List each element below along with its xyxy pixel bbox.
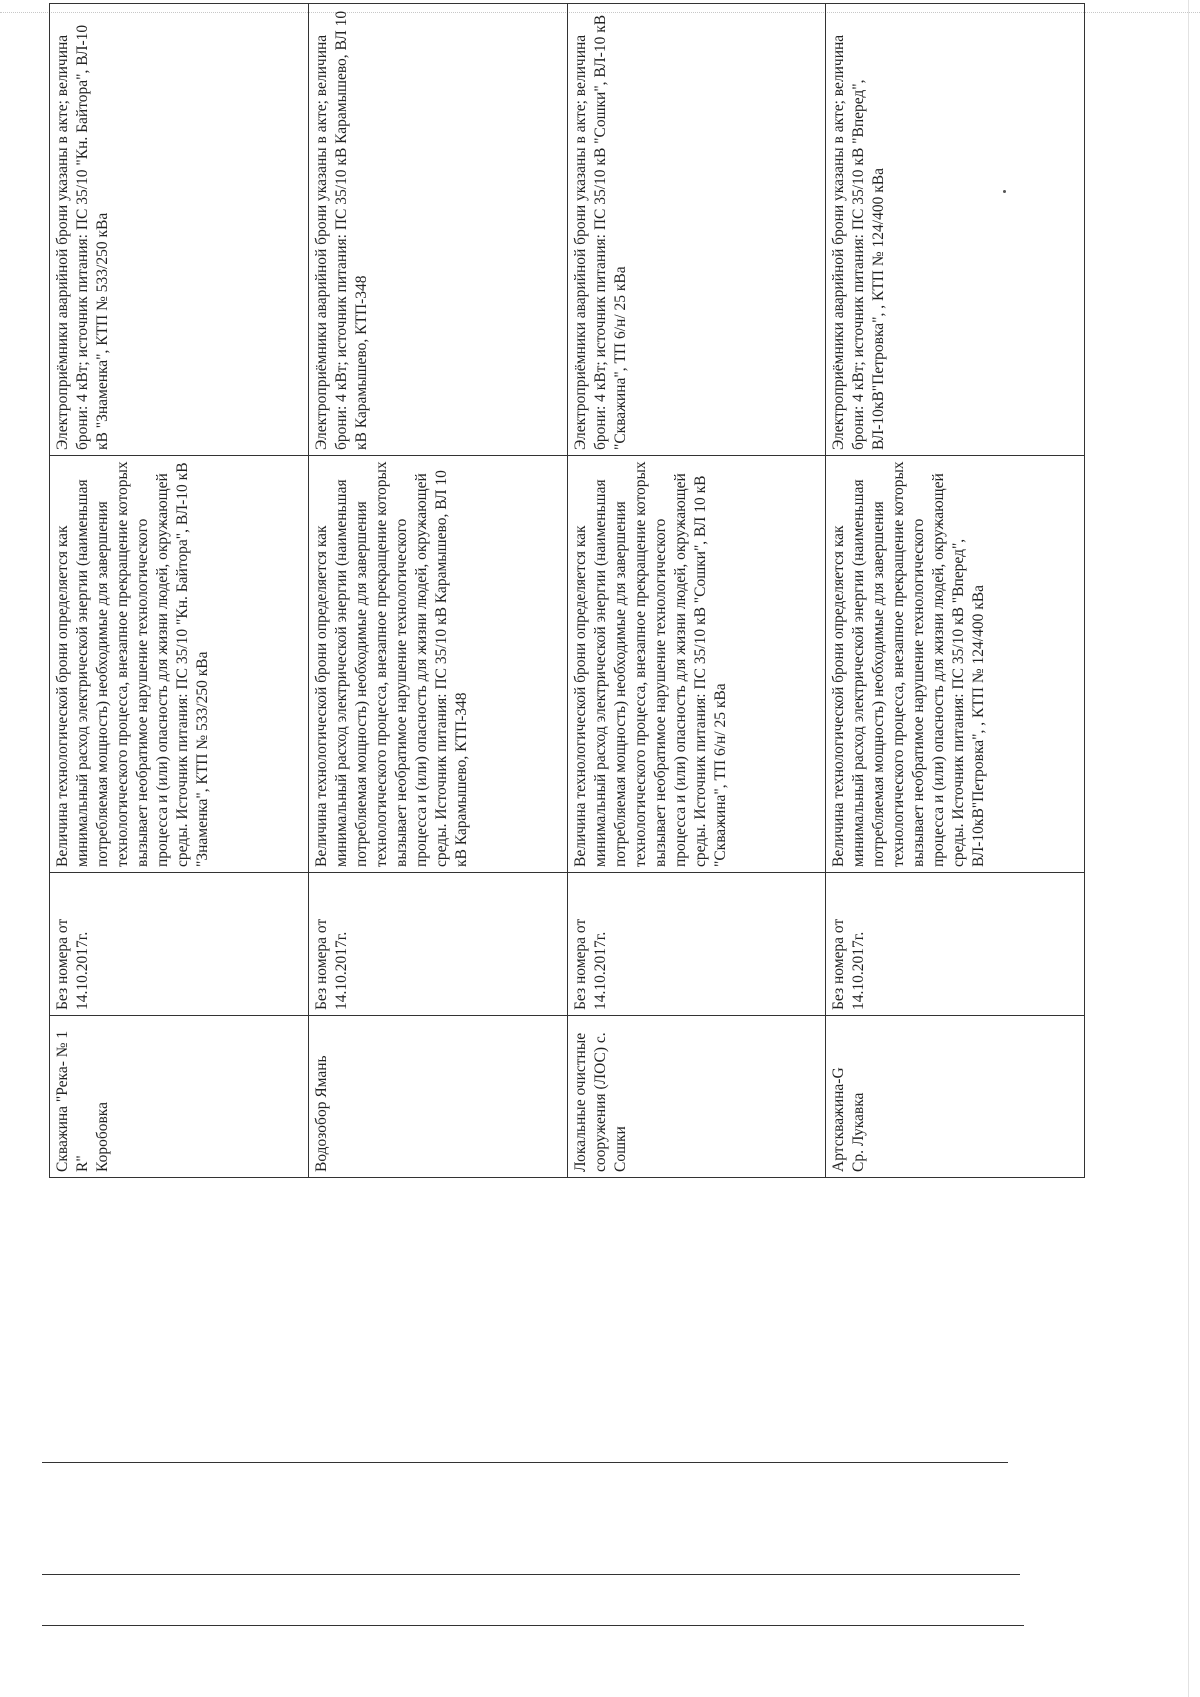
object-name-cell: Артскважина-G Ср. Лукавка: [826, 1016, 1085, 1178]
table-row: [567, 4, 826, 1178]
act-reference-cell: Без номера от 14.10.2017г.: [567, 873, 826, 1016]
act-reference-cell: Без номера от 14.10.2017г.: [826, 873, 1085, 1016]
scan-speck: [1003, 190, 1006, 193]
object-name-cell: Локальные очистные сооружения (ЛОС) с. Сошки: [567, 1016, 826, 1178]
table-row: [826, 4, 1085, 1178]
table-row: [308, 4, 567, 1178]
table-row: [50, 4, 309, 1178]
technological-reserve-cell: Величина технологической брони определяется как минимальный расход электрической энергии (наименьшая потребляемая мощность) необходимые для завершения технологического процесса, внезапное прекращение которых вызывает необратимое нарушение технологического процесса и (или) опасность для жизни людей, окружающей среды. Источник питания: ПС 35/10 кВ Карамышево, ВЛ 10 кВ Карамышево, КТП-348: [308, 456, 567, 873]
power-reserve-table: [49, 3, 1085, 1178]
emergency-reserve-cell: Электроприёмники аварийной брони указаны в акте; величина брони: 4 кВт; источник питания: ПС 35/10 "Кн. Байтора", ВЛ-10 кВ "Знаменка", КТП № 533/250 кВа: [50, 4, 309, 456]
signature-line: [42, 1574, 1020, 1575]
act-reference-cell: Без номера от 14.10.2017г.: [50, 873, 309, 1016]
scan-right-edge: [1188, 0, 1189, 1697]
rotated-table-frame: [49, 10, 1085, 1178]
rotated-table-container: [49, 10, 1085, 1178]
object-name-cell: Скважина "Река- № 1 R" Коробовка: [50, 1016, 309, 1178]
act-reference-cell: Без номера от 14.10.2017г.: [308, 873, 567, 1016]
emergency-reserve-cell: Электроприёмники аварийной брони указаны в акте; величина брони: 4 кВт; источник питания: ПС 35/10 кВ Карамышево, ВЛ 10 кВ Карамышево, КТП-348: [308, 4, 567, 456]
emergency-reserve-cell: Электроприёмники аварийной брони указаны в акте; величина брони: 4 кВт; источник питания: ПС 35/10 кВ "Сошки", ВЛ-10 кВ "Скважина", ТП 6/н/ 25 кВа: [567, 4, 826, 456]
object-name-cell: Водозобор Ямань: [308, 1016, 567, 1178]
emergency-reserve-cell: Электроприёмники аварийной брони указаны в акте; величина брони: 4 кВт; источник питания: ПС 35/10 кВ "Вперед", ВЛ-10кВ"Петровка", , КТП № 124/400 кВа: [826, 4, 1085, 456]
technological-reserve-cell: Величина технологической брони определяется как минимальный расход электрической энергии (наименьшая потребляемая мощность) необходимые для завершения технологического процесса, внезапное прекращение которых вызывает необратимое нарушение технологического процесса и (или) опасность для жизни людей, окружающей среды. Источник питания: ПС 35/10 кВ "Сошки", ВЛ 10 кВ "Скважина", ТП 6/н/ 25 кВа: [567, 456, 826, 873]
signature-line: [42, 1625, 1024, 1626]
technological-reserve-cell: Величина технологической брони определяется как минимальный расход электрической энергии (наименьшая потребляемая мощность) необходимые для завершения технологического процесса, внезапное прекращение которых вызывает необратимое нарушение технологического процесса и (или) опасность для жизни людей, окружающей среды. Источник питания: ПС 35/10 "Кн. Байтора", ВЛ-10 кВ "Знаменка", КТП № 533/250 кВа: [50, 456, 309, 873]
signature-line: [42, 1462, 1008, 1463]
technological-reserve-cell: Величина технологической брони определяется как минимальный расход электрической энергии (наименьшая потребляемая мощность) необходимые для завершения технологического процесса, внезапное прекращение которых вызывает необратимое нарушение технологического процесса и (или) опасность для жизни людей, окружающей среды. Источник питания: ПС 35/10 кВ "Вперед", ВЛ-10кВ"Петровка", , КТП № 124/400 кВа: [826, 456, 1085, 873]
